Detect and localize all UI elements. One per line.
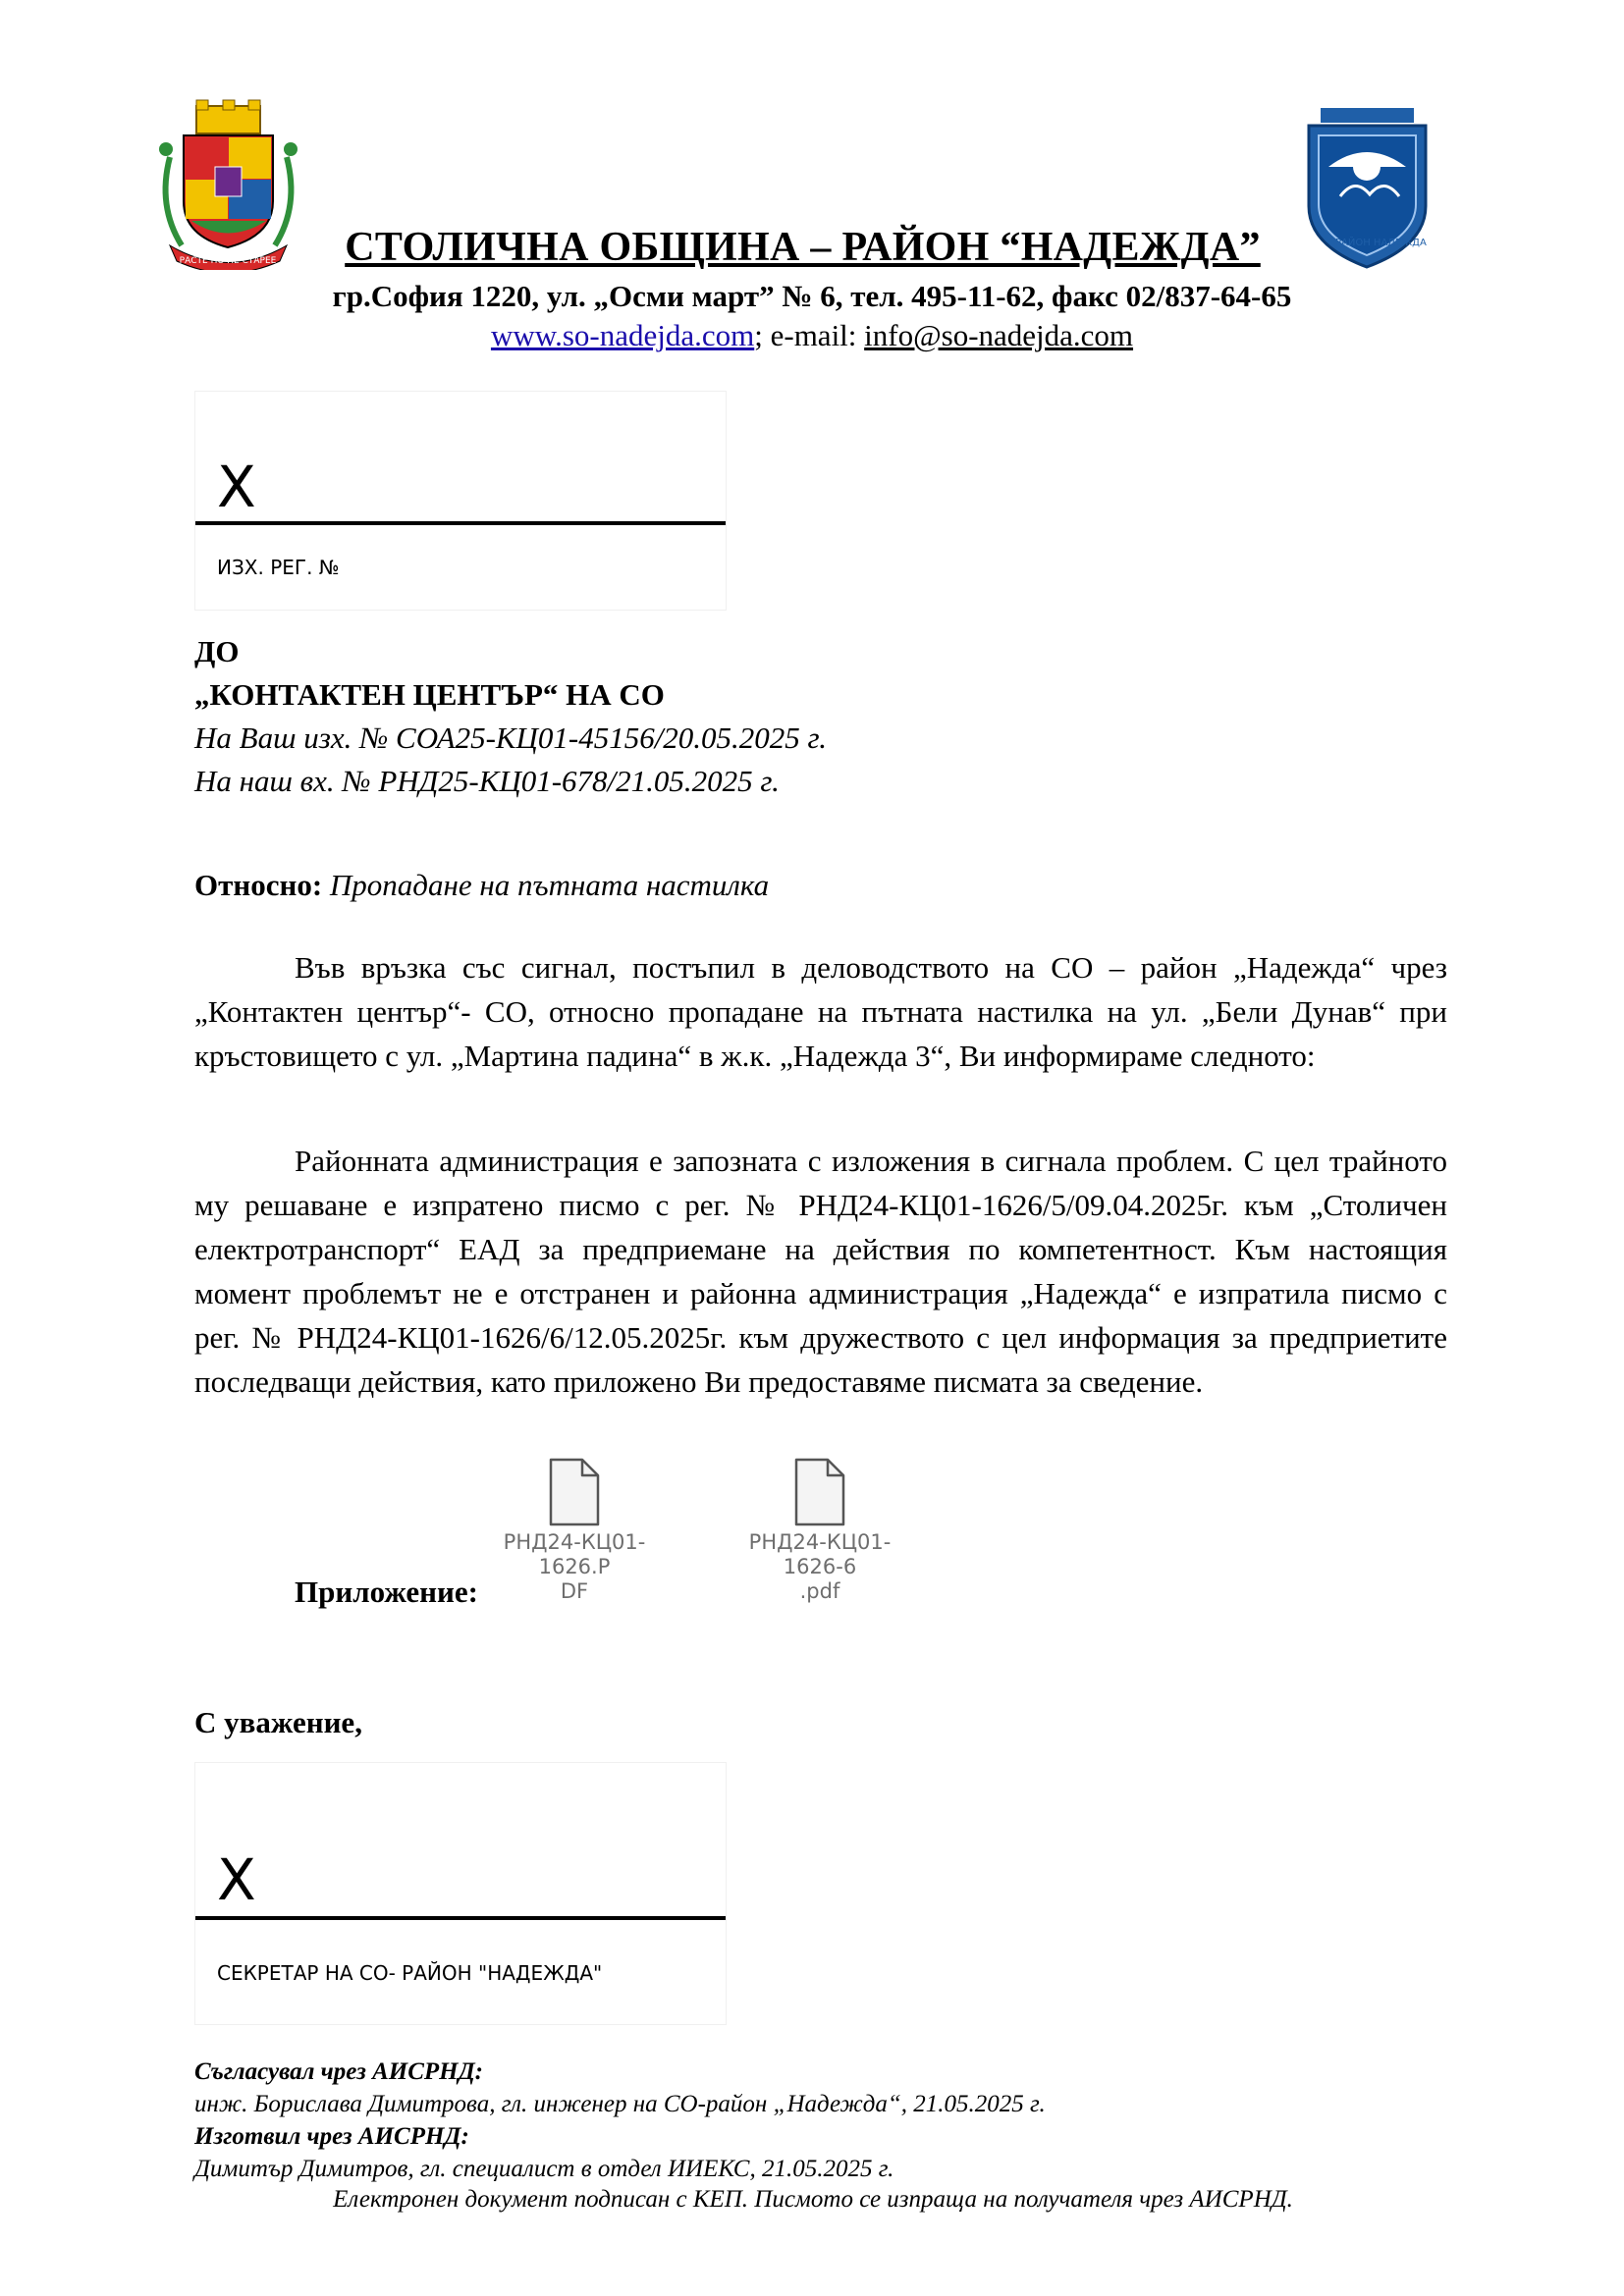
recipient-block bbox=[194, 630, 1176, 803]
subject-text: Пропадане на пътната настилка bbox=[329, 868, 770, 902]
signature-caption: СЕКРЕТАР НА СО- РАЙОН "НАДЕЖДА" bbox=[217, 1961, 603, 1985]
prepared-label: Изготвил чрез АИСРНД: bbox=[194, 2123, 469, 2150]
your-reference: На Ваш изх. № СОА25-КЦ01-45156/20.05.2025 г. bbox=[194, 721, 827, 755]
attachment-name-line1: РНД24-КЦ01-1626.P bbox=[503, 1530, 646, 1578]
signature-line bbox=[195, 1916, 726, 1920]
attachment-name-line2: .pdf bbox=[799, 1579, 840, 1603]
recipient-name: „КОНТАКТЕН ЦЕНТЪР“ НА СО bbox=[194, 677, 665, 712]
signer-signature-box[interactable] bbox=[194, 1762, 727, 2025]
document-icon bbox=[792, 1458, 847, 1526]
svg-text:РАЙОН НАДЕЖДА: РАЙОН НАДЕЖДА bbox=[1335, 238, 1427, 248]
signature-line bbox=[195, 521, 726, 525]
sofia-crest-logo bbox=[152, 98, 304, 270]
email-prefix: ; e-mail: bbox=[754, 318, 865, 352]
signature-mark: X bbox=[217, 1846, 256, 1913]
our-reference: На наш вх. № РНД25-КЦ01-678/21.05.2025 г. bbox=[194, 764, 780, 798]
website-link[interactable]: www.so-nadejda.com bbox=[490, 318, 755, 352]
prepared-by: Димитър Димитров, гл. специалист в отдел ИИЕКС, 21.05.2025 г. bbox=[194, 2156, 894, 2182]
footer-note: Електронен документ подписан с КЕП. Писмото се изпраща на получателя чрез АИСРНД. bbox=[333, 2186, 1293, 2213]
document-icon bbox=[547, 1458, 602, 1526]
organization-title: СТОЛИЧНА ОБЩИНА – РАЙОН “НАДЕЖДА” bbox=[345, 225, 1261, 270]
subject-label: Относно: bbox=[194, 868, 323, 902]
organization-address: гр.София 1220, ул. „Осми март” № 6, тел. 495-11-62, факс 02/837-64-65 bbox=[332, 279, 1292, 313]
email-link[interactable]: info@so-nadejda.com bbox=[864, 318, 1134, 352]
organization-contacts bbox=[196, 318, 1428, 353]
outgoing-signature-box[interactable] bbox=[194, 391, 727, 611]
nadezhda-district-logo bbox=[1301, 98, 1434, 270]
agreed-label: Съгласувал чрез АИСРНД: bbox=[194, 2058, 483, 2085]
closing-salutation: С уважение, bbox=[194, 1705, 362, 1739]
attachment-file-1[interactable] bbox=[501, 1458, 648, 1604]
signature-mark: X bbox=[217, 454, 256, 520]
recipient-to: ДО bbox=[194, 634, 240, 668]
svg-text:РАСТЕ НО НЕ СТАРЕЕ: РАСТЕ НО НЕ СТАРЕЕ bbox=[179, 256, 277, 266]
agreed-by: инж. Борислава Димитрова, гл. инженер на СО-район „Надежда“, 21.05.2025 г. bbox=[194, 2091, 1046, 2117]
attachment-name-line1: РНД24-КЦ01-1626-6 bbox=[748, 1530, 892, 1578]
footer-credits bbox=[194, 2056, 1432, 2185]
attachment-name-line2: DF bbox=[560, 1579, 589, 1603]
body-paragraph-1: Във връзка със сигнал, постъпил в деловодството на СО – район „Надежда“ чрез „Контактен център“- СО, относно пропадане на пътната настилка на ул. „Бели Дунав“ при кръстовището с ул. „Мартина падина“ в ж.к. „Надежда 3“, Ви информираме следното: bbox=[194, 950, 1447, 1073]
signature-caption: ИЗХ. РЕГ. № bbox=[217, 556, 340, 579]
attachment-file-2[interactable] bbox=[746, 1458, 893, 1604]
attachments-label: Приложение: bbox=[295, 1575, 478, 1609]
body-paragraph-2: Районната администрация е запозната с изложения в сигнала проблем. С цел трайното му решаване е изпратено писмо с рег. № РНД24-КЦ01-1626/5/09.04.2025г. към „Столичен електротранспорт“ ЕАД за предприемане на действия по компетентност. Към настоящия момент проблемът не е отстранен и районна администрация „Надежда“ е изпратила писмо с рег. № РНД24-КЦ01-1626/6/12.05.2025г. към дружеството с цел информация за предприетите последващи действия, като приложено Ви предоставяме писмата за сведение. bbox=[194, 1144, 1447, 1399]
subject-line bbox=[194, 864, 1447, 907]
